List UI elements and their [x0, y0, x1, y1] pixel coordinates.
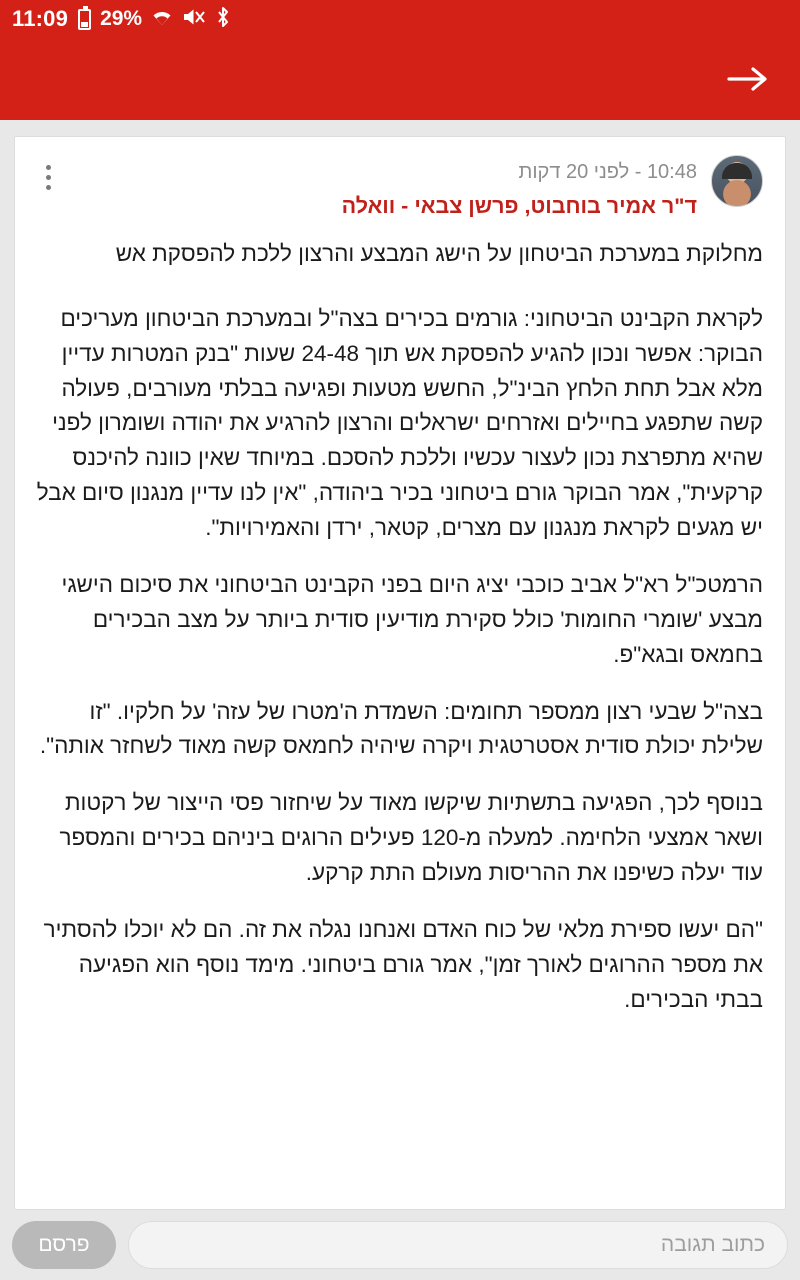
post-header: [33, 155, 763, 221]
post-paragraph: לקראת הקבינט הביטחוני: גורמים בכירים בצה"ל ובמערכת הביטחון מעריכים הבוקר: אפשר ונכון להגיע להפסקת אש תוך 24-48 שעות "בנק המטרות עדיין מלא אבל תחת הלחץ הבינ"ל, החשש מטעות ופגיעה בבלתי מעורבים, פעולה קשה שתפגע בחיילים ואזרחים ישראלים והרצון להרגיע את יהודה ושומרון לפני שהיא מתפרצת נכון לעצור עכשיו וללכת להסכם. במיוחד שאין כוונה להיכנס קרקעית", אמר הבוקר גורם ביטחוני בכיר ביהודה, "אין לנו עדיין מנגנון סיום אבל יש מגעים לקראת מנגנון עם מצרים, קטאר, ירדן והאמירויות".: [36, 305, 763, 541]
app-bar: [0, 38, 800, 120]
post-author-name[interactable]: ד"ר אמיר בוחבוט, פרשן צבאי - וואלה: [341, 194, 697, 218]
post-paragraph: מחלוקת במערכת הביטחון על הישג המבצע והרצון ללכת להפסקת אש: [115, 240, 763, 266]
battery-percent-label: 29%: [100, 7, 143, 30]
status-clock: 11:09: [12, 6, 69, 31]
kebab-menu-icon[interactable]: [33, 155, 63, 199]
battery-icon: [78, 9, 91, 30]
status-icon-group: [78, 6, 231, 32]
reply-bar: [0, 1210, 800, 1280]
wifi-icon: [151, 8, 173, 30]
post-timestamp: 10:48 - לפני 20 דקות: [518, 161, 697, 183]
avatar: [711, 155, 763, 207]
reply-input[interactable]: [128, 1221, 788, 1269]
post-meta: [342, 155, 697, 221]
post-paragraph: בנוסף לכך, הפגיעה בתשתיות שיקשו מאוד על שיחזור פסי הייצור של רקטות ושאר אמצעי הלחימה. למעלה מ-120 פעילים הרוגים ביניהם בכירים והמספר עוד יעלה כשיפנו את ההריסות מעולם התת קרקע.: [59, 790, 763, 886]
bluetooth-icon: [215, 6, 231, 32]
content-area: [0, 120, 800, 1210]
post-paragraph: הרמטכ"ל רא"ל אביב כוכבי יציג היום בפני הקבינט הביטחוני את סיכום הישגי מבצע 'שומרי החומות' כולל סקירת מודיעין סודית ביותר על מצב הבכירים בחמאס ובגא"פ.: [61, 571, 763, 667]
mute-icon: [182, 7, 206, 31]
post-body: [33, 237, 763, 1018]
arrow-right-icon[interactable]: [722, 53, 774, 105]
publish-button[interactable]: פרסם: [12, 1221, 116, 1269]
post-card: [14, 136, 786, 1210]
status-bar: [0, 0, 800, 38]
post-author-block: [73, 155, 763, 221]
post-paragraph: "הם יעשו ספירת מלאי של כוח האדם ואנחנו נגלה את זה. הם לא יוכלו להסתיר את מספר ההרוגים לאורך זמן", אמר גורם ביטחוני. מימד נוסף הוא הפגיעה בבתי הבכירים.: [43, 916, 763, 1012]
post-paragraph: בצה"ל שבעי רצון ממספר תחומים: השמדת ה'מטרו של עזה' על חלקיו. "זו שלילת יכולת סודית אסטרטגית ויקרה שיהיה לחמאס קשה מאוד לשחזר אותה".: [39, 698, 763, 759]
